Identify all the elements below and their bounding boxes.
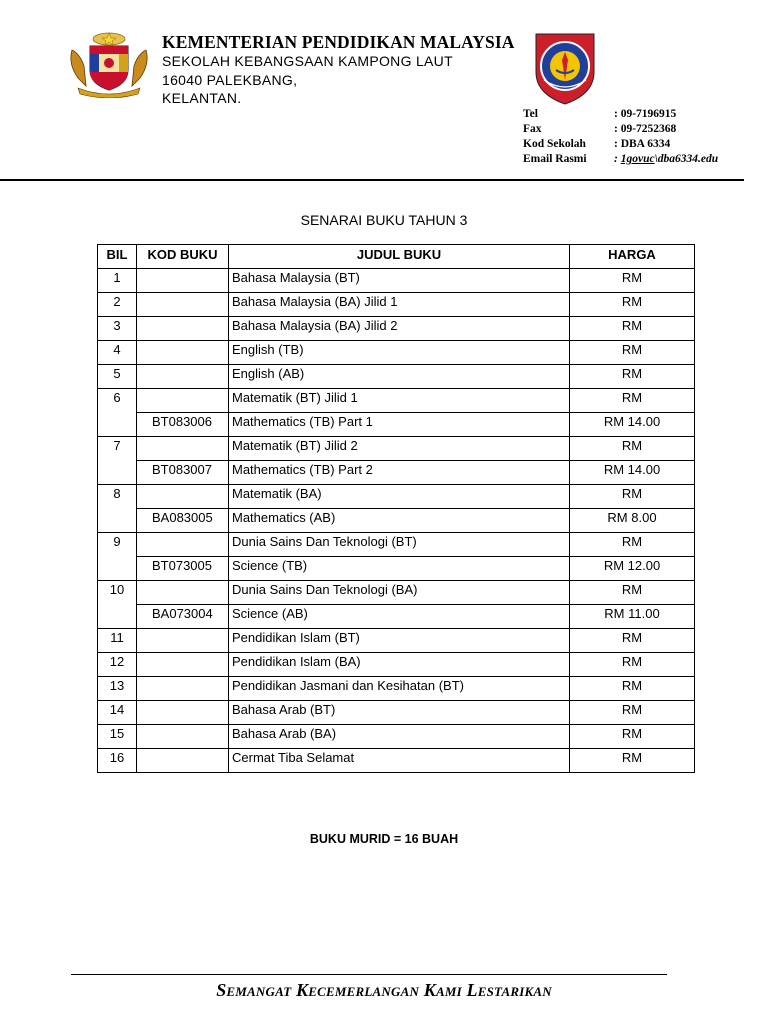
cell-bil: 15 [98,725,137,749]
col-header-kod-buku: KOD BUKU [137,245,229,269]
cell-judul-buku: Mathematics (TB) Part 1 [229,413,570,437]
cell-harga: RM [570,629,695,653]
cell-judul-buku: Mathematics (TB) Part 2 [229,461,570,485]
cell-bil: 13 [98,677,137,701]
cell-kod-buku [137,365,229,389]
cell-judul-buku: Pendidikan Jasmani dan Kesihatan (BT) [229,677,570,701]
table-row [98,437,695,461]
col-header-judul-buku: JUDUL BUKU [229,245,570,269]
table-row [98,389,695,413]
footer-divider [71,974,667,975]
cell-kod-buku [137,533,229,557]
col-header-bil: BIL [98,245,137,269]
email-prefix: : [614,153,621,165]
fax-value: : 09-7252368 [614,123,677,135]
table-row [98,365,695,389]
cell-kod-buku [137,581,229,605]
cell-judul-buku: Bahasa Arab (BT) [229,701,570,725]
table-row [98,653,695,677]
cell-judul-buku: Dunia Sains Dan Teknologi (BT) [229,533,570,557]
cell-kod-buku: BT083007 [137,461,229,485]
email-domain: \dba6334.edu [654,153,719,165]
malaysia-coat-of-arms-logo [64,30,154,98]
table-row [98,605,695,629]
cell-judul-buku: Science (TB) [229,557,570,581]
cell-kod-buku [137,485,229,509]
cell-judul-buku: Bahasa Malaysia (BA) Jilid 1 [229,293,570,317]
cell-kod-buku [137,317,229,341]
cell-judul-buku: Matematik (BA) [229,485,570,509]
table-row [98,509,695,533]
cell-bil: 14 [98,701,137,725]
table-row [98,413,695,437]
school-code-value: : DBA 6334 [614,138,671,150]
cell-kod-buku [137,701,229,725]
fax-label: Fax [523,123,542,135]
cell-judul-buku: Mathematics (AB) [229,509,570,533]
contact-details [523,107,718,167]
email-user: 1govuc [620,153,655,165]
school-motto: Semangat Kecemerlangan Kami Lestarikan [216,980,552,1000]
table-row [98,557,695,581]
cell-judul-buku: Matematik (BT) Jilid 1 [229,389,570,413]
cell-kod-buku [137,653,229,677]
cell-kod-buku [137,749,229,773]
cell-bil: 12 [98,653,137,677]
cell-harga: RM [570,365,695,389]
table-row [98,269,695,293]
cell-kod-buku [137,269,229,293]
address-line: 16040 PALEKBANG, [162,71,298,88]
cell-bil: 4 [98,341,137,365]
cell-harga: RM 14.00 [570,413,695,437]
cell-kod-buku [137,677,229,701]
cell-kod-buku [137,341,229,365]
cell-judul-buku: Pendidikan Islam (BA) [229,653,570,677]
tel-label: Tel [523,108,538,120]
cell-harga: RM 11.00 [570,605,695,629]
cell-judul-buku: Bahasa Arab (BA) [229,725,570,749]
cell-harga: RM [570,749,695,773]
cell-bil: 16 [98,749,137,773]
cell-judul-buku: English (TB) [229,341,570,365]
cell-bil: 3 [98,317,137,341]
letterhead [162,32,515,108]
cell-bil: 10 [98,581,137,629]
cell-harga: RM [570,437,695,461]
cell-bil: 11 [98,629,137,653]
cell-harga: RM 12.00 [570,557,695,581]
table-row [98,317,695,341]
ministry-name: KEMENTERIAN PENDIDIKAN MALAYSIA [162,32,515,52]
cell-judul-buku: Bahasa Malaysia (BA) Jilid 2 [229,317,570,341]
state-line: KELANTAN. [162,90,242,106]
cell-kod-buku [137,629,229,653]
table-row [98,629,695,653]
cell-harga: RM 14.00 [570,461,695,485]
cell-bil: 2 [98,293,137,317]
cell-bil: 5 [98,365,137,389]
cell-harga: RM 8.00 [570,509,695,533]
email-label: Email Rasmi [523,153,587,165]
total-books: BUKU MURID = 16 BUAH [309,832,459,846]
cell-bil: 9 [98,533,137,581]
cell-kod-buku: BA073004 [137,605,229,629]
table-row [98,725,695,749]
tel-value: : 09-7196915 [614,108,677,120]
cell-judul-buku: English (AB) [229,365,570,389]
cell-harga: RM [570,533,695,557]
cell-kod-buku: BT073005 [137,557,229,581]
cell-judul-buku: Matematik (BT) Jilid 2 [229,437,570,461]
cell-harga: RM [570,485,695,509]
cell-judul-buku: Science (AB) [229,605,570,629]
school-code-label: Kod Sekolah [523,138,586,150]
cell-bil: 6 [98,389,137,437]
table-row [98,677,695,701]
table-row [98,581,695,605]
table-row [98,533,695,557]
cell-judul-buku: Dunia Sains Dan Teknologi (BA) [229,581,570,605]
cell-harga: RM [570,269,695,293]
cell-kod-buku [137,437,229,461]
table-row [98,293,695,317]
school-name: SEKOLAH KEBANGSAAN KAMPONG LAUT [162,53,453,69]
cell-kod-buku: BT083006 [137,413,229,437]
col-header-harga: HARGA [570,245,695,269]
cell-bil: 7 [98,437,137,485]
document-title: SENARAI BUKU TAHUN 3 [300,212,468,228]
cell-harga: RM [570,677,695,701]
cell-judul-buku: Bahasa Malaysia (BT) [229,269,570,293]
header-divider [0,179,744,181]
cell-judul-buku: Pendidikan Islam (BT) [229,629,570,653]
cell-harga: RM [570,581,695,605]
table-row [98,461,695,485]
cell-kod-buku [137,725,229,749]
table-row [98,485,695,509]
school-badge-logo [530,30,600,106]
cell-bil: 8 [98,485,137,533]
cell-kod-buku: BA083005 [137,509,229,533]
table-row [98,749,695,773]
table-header-row [98,245,695,269]
cell-harga: RM [570,293,695,317]
cell-kod-buku [137,293,229,317]
cell-harga: RM [570,725,695,749]
cell-harga: RM [570,341,695,365]
cell-kod-buku [137,389,229,413]
cell-harga: RM [570,389,695,413]
cell-harga: RM [570,701,695,725]
cell-judul-buku: Cermat Tiba Selamat [229,749,570,773]
cell-harga: RM [570,317,695,341]
table-row [98,701,695,725]
cell-harga: RM [570,653,695,677]
book-list-table [97,244,695,773]
cell-bil: 1 [98,269,137,293]
email-value[interactable] [614,152,718,167]
table-row [98,341,695,365]
